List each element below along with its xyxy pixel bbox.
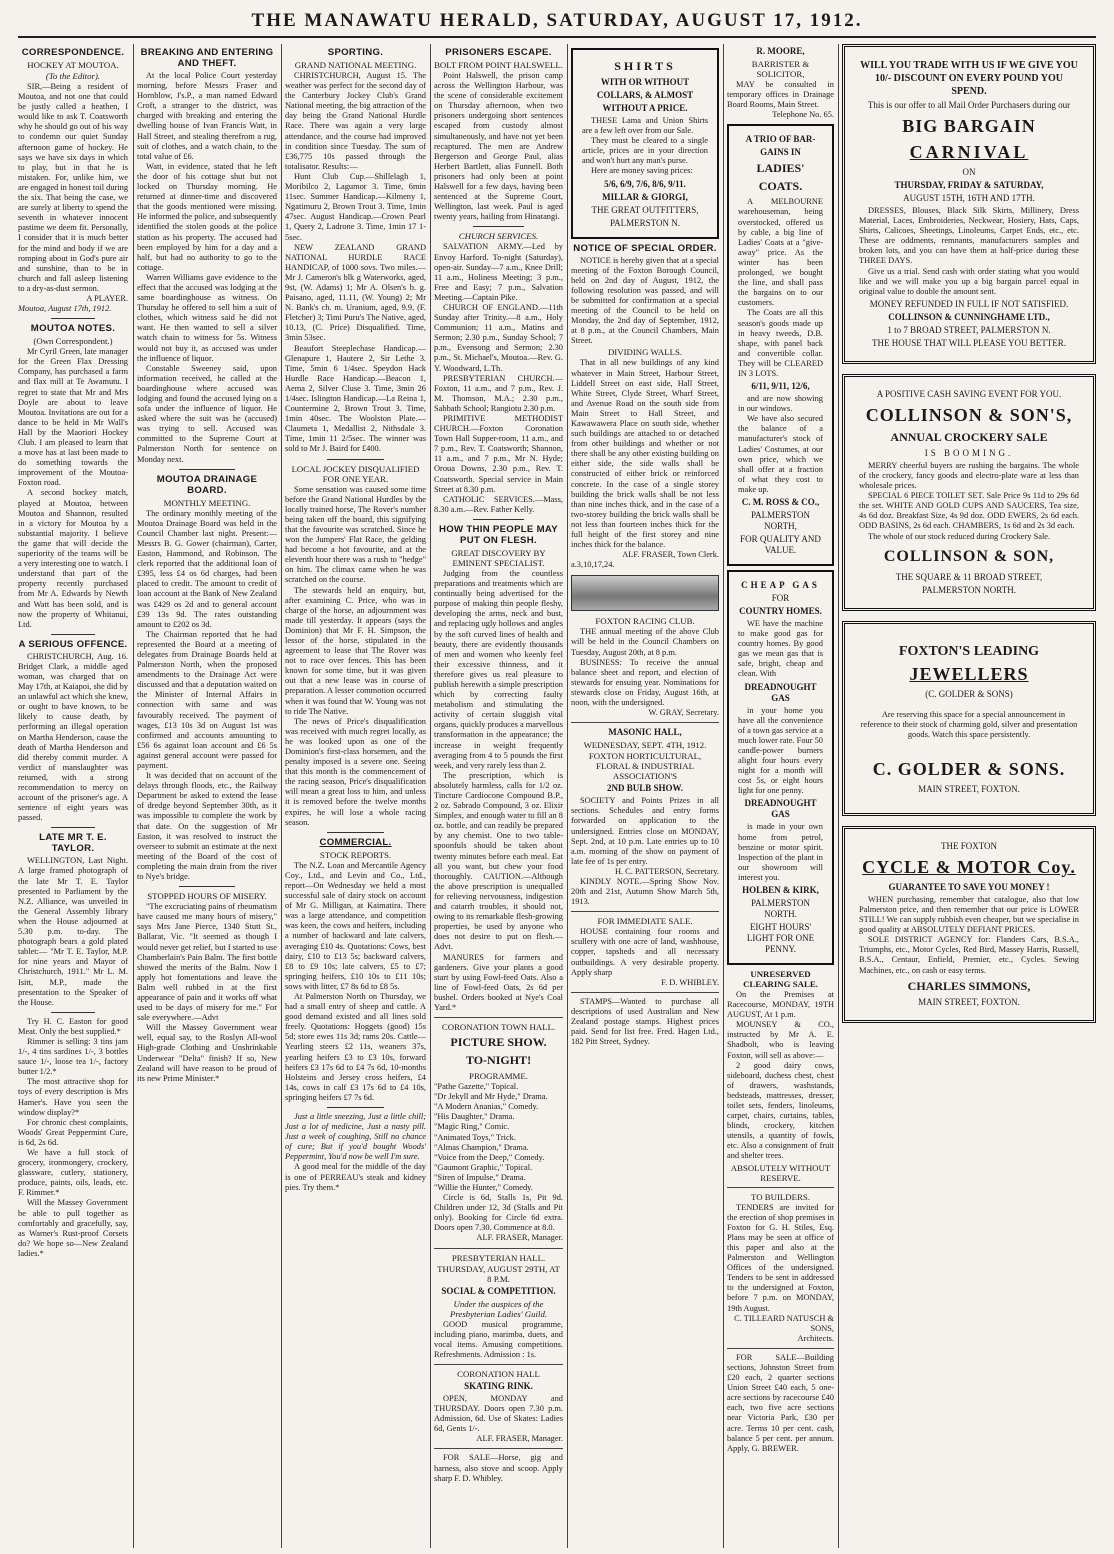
ad-heading: Under the auspices of the Presbyterian Ladies' Guild.: [449, 1298, 548, 1319]
carnival-advert: [842, 44, 1096, 364]
firm-name: COLLINSON & SON,: [883, 547, 1055, 565]
signature: ALF. FRASER, Manager.: [476, 1434, 563, 1444]
firm-town: PALMERSTON N.: [609, 217, 681, 228]
ad-heading: COLLARS, & ALMOST: [596, 90, 694, 100]
subheading: LOCAL JOCKEY DISQUALIFIED FOR ONE YEAR.: [291, 463, 420, 484]
cycle-advert: [842, 826, 1096, 1023]
article-paragraph: WELLINGTON, Last Night. A large framed photograph of the late Mr T. E. Taylor presented to Parliament by the N.Z. Alliance, was unveiled in the General Assembly library when the House adjourned at 5.30 p.m. to-day. The photograph bears a gold plated tablet:— "Mr T. E. Taylor, M.P. for nine years and Mayor of Christchurch, 1911." Mr L. M. Isitt, M.P., made the presentation to the Speaker of the House.: [18, 856, 128, 1007]
subheading: (Own Correspondent.): [33, 336, 113, 347]
column-rule: [430, 44, 431, 1548]
heading: CORRESPONDENCE.: [21, 47, 125, 58]
programme-item: "Pathe Gazette," Topical.: [434, 1082, 519, 1092]
ad-paragraph: DRESSES, Blouses, Black Silk Skirts, Millinery, Dress Material, Laces, Embroideries, Neckwear, Hosiery, Hats, Caps, Shirts, Calicoes, Sheetings, Linoleums, Carpet Ends, etc., etc. These are oddments, remnants, manufacturers samples and broken lots, and you can have them at half-price during these THREE DAYS.: [859, 206, 1079, 266]
advert-paragraph: Rimmer is selling: 3 tins jam 1/-, 4 tins sardines 1/-, 3 bottles sauce 1/-, loose tea 1/-, factory butter 1/2.*: [18, 1036, 128, 1077]
ad-paragraph: in your home you have all the convenience of a town gas service at a much lower rate. Four 50 candle-power burners alight four hours every night for a month will cost 5s, or eight hours light for one penny.: [738, 705, 823, 796]
ad-paragraph: MERRY cheerful buyers are rushing the bargains. The whole of the crockery, fancy goods and electro-plate ware at less than wholesale prices.: [859, 460, 1079, 491]
firm-tagline: THE HOUSE THAT WILL PLEASE YOU BETTER.: [871, 337, 1067, 348]
ad-heading: (C. GOLDER & SONS): [925, 688, 1013, 699]
ad-paragraph: SOCIETY and Points Prizes in all sections. Schedules and entry forms forwarded on application to the undersigned. Entries close on MONDAY, Sept. 2nd, at 10 p.m. Late entries up to 10 a.m. morning of the show on payment of late fee of 1s per entry.: [571, 796, 719, 866]
ad-paragraph: WHEN purchasing, remember that catalogue, also that low Palmerston price, and then remember that our price is LOWER STILL! We can supply rubbish even cheaper, but we specialise in good quality at ABSOLUTELY DEFIANT PRICES.: [859, 894, 1079, 935]
heading: LATE MR T. E. TAYLOR.: [39, 832, 107, 855]
ad-paragraph: MAY be consulted in temporary offices in Drainage Board Rooms, Main Street.: [727, 80, 834, 110]
signature: ALF. FRASER, Town Clerk.: [622, 550, 719, 560]
firm-town: PALMERSTON NORTH.: [750, 897, 811, 919]
article-paragraph: Judging from the countless preparations and treatments which are continually being advertised for the purpose of making thin people fleshy, developing the arms, neck and bust, and replacing ugly hollows and angles by the soft curved lines of health and beauty, there are evidently thousands of men and women who keenly feel their excessive thinness, and it therefore gives us real pleasure to publish herewith a simple prescription which by correcting faulty metabolism and stimulating the activity of certain sluggish vital organs, quickly produces a marvellous transformation in the appearance; the increase in weight frequently averaging from 4 to 5 pounds the first week, and very rarely less than 2.: [434, 568, 563, 770]
masthead: THE MANAWATU HERALD, SATURDAY, AUGUST 17, 1912.: [251, 10, 863, 31]
church-service: CATHOLIC SERVICES.—Mass, 8.30 a.m.—Rev. Father Kelly.: [434, 494, 563, 514]
ad-paragraph: The whole of our stock reduced during Crockery Sale.: [868, 531, 1051, 541]
signature: ALF. FRASER, Manager.: [476, 1233, 563, 1243]
column-rule: [133, 44, 134, 1548]
article-paragraph: The prescription, which is absolutely harmless, calls for 1/2 oz. Tincture Cardiocone Compound B.P., 2 oz. Sabrado Compound, 3 oz. Elixir Simplex, and enough water to fill an 8 oz. bottle, and can readily be prepared by any chemist. One to two table-spoonfuls should be taken about twenty minutes before each meal. Eat all you want, but chew your food thoroughly. CAUTION.—Although the above prescription is unequalled for relieving nervousness, indigestion and catarrh troubles, it should not, owing to its remarkable flesh-growing properties, be used by anyone who does not desire to put on flesh.—Advt.: [434, 770, 563, 952]
ad-paragraph: They must be cleared to a single article, prices are in your direction and won't hurt any man's purse.: [582, 136, 708, 166]
firm-name: C. GOLDER & SONS.: [872, 758, 1066, 779]
column-1: [18, 44, 128, 1548]
article-paragraph: At the local Police Court yesterday morning, before Messrs Fraser and Hornblow, J's.P., a man named Edward Croft, a stranger to the district, was charged with breaking and entering the dwelling house of Ivan Francis Watt, in Hall Street, and stealing therefrom a rug, suit of clothes, and a watch chain, to the total value of £6.: [137, 71, 277, 161]
divider: [727, 1187, 834, 1188]
programme-item: "Voice from the Deep," Comedy.: [434, 1152, 545, 1162]
ad-heading: COUNTRY HOMES.: [739, 606, 822, 616]
ad-paragraph: We have also secured the balance of a manufacturer's stock of Ladies' Costumes, at our own price, which we shall offer at a fraction of what they cost to make up.: [738, 414, 823, 494]
ad-heading: FOR: [771, 593, 790, 603]
advert-paragraph: We have a full stock of grocery, ironmongery, crockery, glassware, cutlery, stationery, produce, paints, oils, leads, etc. F. Rimmer.*: [18, 1148, 128, 1198]
article-paragraph: It was decided that on account of the delays through floods, etc., the Railway Department be asked to extend the lease of dredge beyond September 30th, as it was impossible to complete the work by that date. On the suggestion of Mr Easton, it was resolved to instruct the overseer to submit an estimate at the next meeting of the Board of the cost of completing the main drain from the river to Nye's bridge.: [137, 771, 277, 882]
ad-heading: DREADNOUGHT GAS: [744, 681, 817, 703]
ad-paragraph: Circle is 6d, Stalls 1s, Pit 9d. Children under 12, 3d (Stalls and Pit only). Booking for Circle 6d extra. Doors open 7.30. Commence at 8.0.: [434, 1193, 563, 1233]
article-paragraph: Constable Sweeney said, upon information received, he called at the boardinghouse where accused was lodging and found the accused lying on a sofa under the influence of liquor. He asked where the suit was he (accused) was trying to sell. Accused was committed to the Supreme Court at Palmerston North for sentence on Monday next.: [137, 363, 277, 464]
firm-tagline: EIGHT HOURS' LIGHT FOR ONE PENNY.: [746, 921, 815, 954]
coats-advert: [727, 124, 834, 566]
ad-heading: CARNIVAL: [909, 142, 1029, 162]
heading: HOW THIN PEOPLE MAY PUT ON FLESH.: [439, 523, 558, 546]
ad-paragraph: STAMPS—Wanted to purchase all descriptions of used Australian and New Zealand postage stamps. Highest prices paid. Send for list free. Fred. Hagen Ltd., 182 Pitt Street, Sydney.: [571, 996, 719, 1047]
ad-heading: SOCIAL & COMPETITION.: [441, 1285, 556, 1296]
programme-item: "Animated Toys," Trick.: [434, 1132, 516, 1142]
ad-heading: WITH OR WITHOUT: [600, 77, 690, 87]
subheading: MONTHLY MEETING.: [163, 497, 251, 508]
ad-paragraph: TENDERS are invited for the erection of shop premises in Foxton for G. H. Stiles, Esq. Plans may be seen at office of this paper and also at the Palmerston and Wellington Offices of the undersigned. Tenders to be sent in addressed to the undersigned at Foxton, before 7 p.m. on MONDAY, 19th August.: [727, 1202, 834, 1313]
heading: A SERIOUS OFFENCE.: [18, 638, 128, 650]
subheading: CHURCH SERVICES.: [458, 231, 539, 242]
ad-paragraph: The Coats are all this season's goods made up in heavy tweeds, D.B. shape, with panel back and convertible collar. They will be CLEARED IN 3 LOTS.: [738, 308, 823, 378]
column-6: [727, 44, 834, 1548]
ad-heading: THE FOXTON: [940, 840, 998, 851]
divider: [179, 886, 235, 887]
column-5: [571, 44, 719, 1548]
article-paragraph: The stewards held an enquiry, but, after examining C. Price, who was in charge of the horse, an adjournment was made till yesterday. It appears (says the Dominion) that Mr F. H. Simpson, the lessor of the horse, stipulated in the agreement to lease that The Rover was not to race over fences. This has been known for some time, but it was given out that a new lease was in course of preparation. A lesser commotion occurred when it was found that W. Young was not to ride The Native.: [285, 585, 426, 716]
article-paragraph: Point Halswell, the prison camp across the Wellington Harbour, was the scene of considerable excitement on Thursday afternoon, when two prisoners undergoing short sentences escaped from custody almost simultaneously, and have not yet been recaptured. The men are Andrew Bergerson and George Paul, alias Herbert Bartlett, alias Funnell. Both prisoners had only been at point Halswell for a few days, having been sentenced at the Supreme Court, Wellington, last week. Paul is aged twenty years, hailing from Hinatangi.: [434, 71, 563, 222]
divider: [179, 469, 235, 470]
ad-heading: MONEY REFUNDED IN FULL IF NOT SATISFIED.: [869, 298, 1069, 309]
church-service: PRIMITIVE METHODIST CHURCH.—Foxton Coronation Town Hall Supper-room, 11 a.m., and 7 p.m., Rev. T. Coatsworth; Shannon, 11 a.m., and 7 p.m., Mr N. Hyde; Oroua Downs, 2.30 p.m., Rev. T. Coatsworth. Special service in Main Street at 8.30 p.m.: [434, 414, 563, 494]
ad-paragraph: THE annual meeting of the above Club will be held in the Council Chambers on Tuesday, August 20th, at 8 p.m.: [571, 627, 719, 657]
crockery-advert: [842, 374, 1096, 611]
ad-heading: CORONATION TOWN HALL.: [441, 1022, 556, 1033]
byline: (To the Editor).: [45, 71, 101, 81]
ad-heading: TO-NIGHT!: [465, 1053, 532, 1068]
firm-address: THE SQUARE & 11 BROAD STREET,: [895, 571, 1043, 582]
ad-paragraph: WE have the machine to make good gas for country homes. By good gas we mean gas that is safe, bright, cheap and clean. With: [738, 619, 823, 679]
price-list: 5/6, 6/9, 7/6, 8/6, 9/11.: [604, 178, 686, 189]
ad-heading: PRESBYTERIAN HALL.: [451, 1252, 546, 1263]
ad-heading: MASONIC HALL,: [608, 727, 682, 738]
ad-heading: ANNUAL CROCKERY SALE: [890, 429, 1048, 444]
divider: [327, 832, 383, 833]
advert-paragraph: Will the Massey Government be able to pull together as comfortably and gracefully, say, as Warner's Rust-proof Corsets do? We hope so—New Zealand ladies.*: [18, 1198, 128, 1258]
ad-heading: FOXTON HORTICULTURAL, FLORAL & INDUSTRIAL ASSOCIATION'S: [588, 751, 702, 782]
ad-heading: THURSDAY, AUGUST 29TH, AT 8 P.M.: [437, 1263, 560, 1284]
article-paragraph: CHRISTCHURCH, August 15. The weather was perfect for the second day of the Canterbury Jockey Club's Grand National meeting, the big attraction of the day being the Grand National Hurdle Race. There was again a very large attendance, and the course had improved in condition since Tuesday. The sum of £36,775 10s passed through the totalisator. Results:—: [285, 71, 426, 171]
advert-paragraph: MANURES for farmers and gardeners. Give your plants a good start by using Fowl-feed Oats. Also a line of Fowl-feed Oats, 2s 6d per bushel. Orders booked at Nye's Coal Yard.*: [434, 952, 563, 1012]
firm-name: CHARLES SIMMONS,: [907, 978, 1031, 993]
subheading: DIVIDING WALLS.: [607, 347, 683, 358]
ad-heading: A TRIO OF BAR-: [745, 134, 816, 145]
gas-advert: [727, 570, 834, 965]
column-rule: [723, 44, 724, 1548]
ad-heading: GAINS IN: [760, 147, 801, 158]
divider: [571, 911, 719, 912]
advert-paragraph: Try H. C. Easton for good Meat. Only the best supplied.*: [18, 1016, 128, 1036]
advert-verse: Just a little sneezing, Just a little chill; Just a lot of medicine, Just a nasty pill. Just a week of coughing, Still no chance of cure; But if you'd bought Woods' Peppermint, You'd now be well I'm sure.: [285, 1112, 426, 1162]
ad-heading: AUGUST 15TH, 16TH AND 17TH.: [903, 193, 1035, 203]
article-paragraph: Watt, in evidence, stated that he left the door of his cottage shut but not locked on Thursday morning. He returned at dinner-time and discovered that the goods mentioned were missing. He informed the police, and subsequently identified the stolen goods at the police station as his property. The accused had been employed by him for a day and a half, but had no authority to go to the cottage.: [137, 161, 277, 272]
ad-paragraph: is made in your own home from petrol, benzine or motor spirit. Inspection of the plant in our showroom will interest you.: [738, 822, 823, 882]
advert-paragraph: The most attractive shop for toys of every description is Mrs Hamer's. Have you seen the window display?*: [18, 1077, 128, 1117]
ad-heading: FOXTON RACING CLUB.: [595, 616, 695, 627]
ad-heading: COATS.: [758, 179, 803, 194]
divider: [434, 1448, 563, 1449]
advert-paragraph: A good meal for the middle of the day is one of PERREAU's steak and kidney pies. Try them.*: [285, 1162, 426, 1192]
ad-heading: BARRISTER & SOLICITOR,: [751, 59, 810, 79]
subheading: HOCKEY AT MOUTOA.: [27, 60, 119, 70]
ad-paragraph: MOUNSEY & CO., instructed by Mr A. E. Shadbolt, who is leaving Foxton, will sell as above:—: [727, 1020, 834, 1060]
divider: [327, 459, 383, 460]
notice-paragraph: That in all new buildings of any kind whatever in Main Street, Harbour Street, Liddell Street on east side, Hall Street, White Street, Clyde Street, Wharf Street, and Avenue Road on the south side from Main Street to Hall Street, and Kawawawera Place on south side, whether such buildings are attached to or detached from other buildings and whether or not there shall be any other existing building on either side, the side walls shall be constructed of either brick or reinforced concrete. In the case of a single storey building the brick walls shall be not less than nine inches thick, and in the case of a two-storey building the brick walls shall be not less than fourteen inches thick for the full height of the first storey and nine inches thick for the balance.: [571, 358, 719, 550]
divider: [434, 1248, 563, 1249]
ad-heading: COLLINSON & SON'S,: [865, 404, 1073, 425]
column-2: [137, 44, 277, 1548]
ad-heading: TO BUILDERS.: [751, 1191, 810, 1202]
ad-paragraph: Here are money saving prices:: [591, 166, 693, 176]
divider: [51, 318, 95, 319]
divider: [51, 1012, 95, 1013]
article-paragraph: Beaufort Steeplechase Handicap.—Glenapure 1, Hautere 2, Sir Lethe 3. Time, 5min 6 1/4sec. Speydon Hack Hurdle Race Handicap.—Beacon 1, Aema 2, Silver Cluse 3. Time, 3min 26 1/4sec. Islington Handicap.—La Reina 1, Countermine 2, Brown Trout 3. Time, 1min 40sec. The Woolston Plate.—Claumeta 1, Medallist 2, Nithsdale 3. Time, 1min 11 2/5sec. The winner was sold to Mr J. Baird for £400.: [285, 343, 426, 454]
subheading: BOLT FROM POINT HALSWELL.: [434, 60, 563, 70]
firm-name: MILLAR & GIORGI,: [602, 191, 688, 202]
heading: BREAKING AND ENTERING AND THEFT.: [140, 47, 274, 69]
article-paragraph: NEW ZEALAND GRAND NATIONAL HURDLE RACE HANDICAP, of 1000 sovs. Two miles.—Mr J. Cameron's blk g Waterworks, aged, 9st, (W. Adams) 1; Mr A. Olsen's b. g. Paisano, aged, 11.11, (W. Young) 2; Mr N. Bank's ch. m. Uranium, aged, 9.9, (F. Fletcher) 3; Timi Puru's The Native, aged, 10.13, (C. Price) Disqualified. Time, 3min 53sec.: [285, 242, 426, 343]
signature: W. GRAY, Secretary.: [648, 708, 719, 718]
ad-heading: This is our offer to all Mail Order Purchasers during our: [867, 100, 1071, 110]
notice-paragraph: NOTICE is hereby given that at a special meeting of the Foxton Borough Council, held on 2nd day of August, 1912, the following resolution was passed, and will be submitted for confirmation at a special meeting of the Council to be held on Monday, the 2nd day of September, 1912, at 8 p.m., at the Council Chambers, Main Street.: [571, 255, 719, 346]
article-paragraph: At Palmerston North on Thursday, we had a small entry of sheep and cattle. A good demand existed and all lines sold freely. Quotations: Hoggets (good) 15s 5d; store ewes 11s 3d; rams 20s. Cattle—Yearling steers £2 11s, weaners 37s, yearling heifers £3 to £3 10s, forward heifers £3 17s 6d to £4 7s 6d, 10-months Holsteins and Jersey cross heifers, £4 14s, cows in calf £3 17s 6d to £4 10s, springing heifers £7 7s 6d.: [285, 991, 426, 1102]
heading: PRISONERS ESCAPE.: [445, 47, 552, 58]
ad-heading: ABSOLUTELY WITHOUT RESERVE.: [730, 1162, 831, 1183]
ad-paragraph: On the Premises at Racecourse, MONDAY, 19TH AUGUST, At 1 p.m.: [727, 989, 834, 1020]
ad-heading: THURSDAY, FRIDAY & SATURDAY,: [894, 180, 1044, 190]
ad-paragraph: FOR SALE—Horse, gig and harness, also stove and scoop. Apply sharp F. D. Whibley.: [434, 1453, 563, 1483]
heading: COMMERCIAL.: [319, 836, 392, 848]
firm-address: MAIN STREET, FOXTON.: [918, 996, 1020, 1007]
divider: [51, 634, 95, 635]
ad-heading: A POSITIVE CASH SAVING EVENT FOR YOU.: [876, 388, 1062, 399]
ad-heading: DREADNOUGHT GAS: [744, 798, 817, 820]
article-paragraph: CHRISTCHURCH, Aug. 16. Bridget Clark, a middle aged woman, was charged that on May 17th, at Kaiapoi, she did by an unlawful act which she knew, or ought to have known, to be likely to cause death, by performing an illegal operation on Martha Henderson, cause the death of Martha Henderson and did thereby commit murder. A verdict of manslaughter was returned, with a strong recommendation to mercy on account of the prisoner's age. A sentence of eight years was passed.: [18, 651, 128, 823]
divider: [434, 1017, 563, 1018]
article-paragraph: Warren Williams gave evidence to the effect that the accused was lodging at the same boardinghouse as witness. On Thursday he offered to sell him a suit of clothes, which witness said he did not want. He then wanted to sell a silver watch chain to witness for 5s. Witness would not buy it, as accused was under the influence of liquor.: [137, 272, 277, 363]
ad-paragraph: 2 good dairy cows, sideboard, duchess chest, chest of drawers, washstands, bedsteads, mattresses, dresser, toilet sets, fenders, linoleums, carpet, chairs, curtains, tables, blinds, crockery, kitchen utensils, a quantity of fowls, etc. Also a consignment of fruit and shelter trees.: [727, 1060, 834, 1161]
divider: [51, 827, 95, 828]
column-7: [842, 44, 1096, 1548]
subheading: STOPPED HOURS OF MISERY.: [147, 891, 267, 902]
ad-heading: SHIRTS: [614, 59, 676, 73]
ad-paragraph: GOOD musical programme, including piano, marimba, duets, and vocal items. Amusing competitions. Refreshments. Admission : 1s.: [434, 1319, 563, 1359]
ad-heading: CYCLE & MOTOR Coy.: [862, 856, 1076, 877]
programme-item: "Almas Champion," Drama.: [434, 1142, 529, 1152]
signature: Architects.: [797, 1333, 834, 1343]
church-service: PRESBYTERIAN CHURCH.—Foxton, 11 a.m., and 7 p.m., Rev. J. M. Thomson, M.A.; 2.30 p.m., Sabbath School; Rangiotu 2.30 p.m.: [434, 373, 563, 413]
divider: [327, 1107, 383, 1108]
ad-heading: 2ND BULB SHOW.: [607, 783, 683, 794]
article-paragraph: The news of Price's disqualification was received with much regret locally, as he was looked upon as one of the Dominion's first-class horsemen, and the penalty imposed is a severe one. Seeing that this month is the commencement of the racing season, Price's disqualification will mean a great loss to him, and unless it is removed before the twelve months expires, he will lose a whole racing season.: [285, 716, 426, 827]
ad-heading: SKATING RINK.: [464, 1380, 533, 1391]
ad-heading: BIG BARGAIN: [902, 116, 1036, 136]
price-list: 6/11, 9/11, 12/6,: [751, 381, 810, 392]
ad-paragraph: A MELBOURNE warehouseman, being overstocked, offered us by cable, a big line of Ladies' Coats at a "give-away" price. As the winter has been prolonged, we bought the line, and shall pass the bargains on to our customers.: [738, 197, 823, 308]
programme-item: "Siren of Impulse," Drama.: [434, 1172, 526, 1182]
ad-heading: PICTURE SHOW.: [450, 1035, 547, 1050]
letter-body: SIR,—Being a resident of Moutoa, and not one that could be justly called a heathen, I would like to ask T. Coatsworth why he should go out of his way to condemn our quiet Sunday afternoon game of hockey. He says we have six days in which to play, but in that he is mistaken. For, unlike him, we are engaged in honest toil during the six. That being the case, we are surely at liberty to spend the seventh in whatever innocent pastime we deem fit. Personally, I consider that it is much better for the mind and body if we are romping about in God's pure air and sunshine, than to be in church and fall asleep listening to a dry-as-dust sermon.: [18, 82, 128, 293]
ad-heading: FOR IMMEDIATE SALE.: [597, 916, 693, 927]
firm-tagline: THE GREAT OUTFITTERS,: [591, 204, 699, 215]
column-rule: [567, 44, 568, 1548]
heading: MOUTOA NOTES.: [30, 323, 116, 335]
column-rule: [281, 44, 282, 1548]
column-3: [285, 44, 426, 1548]
divider: [473, 226, 525, 227]
divider: [727, 1348, 834, 1349]
ad-heading: JEWELLERS: [909, 663, 1029, 684]
firm-name: C. M. ROSS & CO.,: [741, 497, 820, 507]
ad-heading: LADIES': [756, 161, 805, 176]
column-4: [434, 44, 563, 1548]
programme-item: "Magic Ring," Comic.: [434, 1122, 510, 1132]
shirts-advert: [571, 48, 719, 239]
signature: C. TILLEARD NATUSCH & SONS,: [734, 1313, 834, 1333]
ad-heading: ON: [962, 167, 976, 177]
programme-item: "A Modern Ananias," Comedy.: [434, 1102, 539, 1112]
signature: F. D. WHIBLEY.: [661, 977, 719, 987]
notice-reference: a.3,10,17,24.: [571, 560, 615, 570]
ad-paragraph: FOR SALE—Building sections, Johnston Street from £20 each, 2 quarter sections Union Street £40 each, 5 one-acre sections by racecourse £40 each, two five acre sections near Victoria Park, £30 per acre. Terms 10 per cent. cash, balance 5 per cent. per annum. Apply, G. BREWER.: [727, 1352, 834, 1453]
ad-paragraph: SOLE DISTRICT AGENCY for: Flanders Cars, B.S.A., Triumphs, etc., Motor Cycles, Red Bird, Massey Harris, Russell, B.S.A., Centaur, Enfield, Premier, etc., Cycles. Sewing Machines, etc., on cash or easy terms.: [859, 935, 1079, 975]
church-service: CHURCH OF ENGLAND.—11th Sunday after Trinity.—8 a.m., Holy Communion; 11 a.m., Matins and Sermon; 2.30 p.m., Sunday School; 7 p.m., Evensong and Sermon; 2.30 p.m., St. Michael's, Moutoa.—Rev. G. Y. Woodward, L.Th.: [434, 302, 563, 373]
heading: MOUTOA DRAINAGE BOARD.: [156, 473, 258, 496]
article-paragraph: Some sensation was caused some time before the Grand National Hurdles by the locally trained horse, The Rover's number being taken off the board, this signifying that the favourite was scratched. Since he won the Jumpers' Flat Race, the gelding had become a hot favourite, and at the eleventh hour there was a rush to "hedge" on him. The climax came when he was scratched on the course.: [285, 484, 426, 585]
programme-item: "His Daughter," Drama.: [434, 1112, 515, 1122]
ad-heading: CORONATION HALL: [457, 1368, 540, 1379]
ad-heading: R. MOORE,: [756, 46, 805, 56]
divider: [571, 722, 719, 723]
ad-paragraph: THESE Lama and Union Shirts are a few left over from our Sale.: [582, 116, 708, 136]
article-paragraph: Mr Cyril Green, late manager for the Green Flax Dressing Company, has purchased a farm and flax mill at Te Awamutu. I regret to state that Mr and Mrs Doyle are about to leave Moutoa. Invitations are out for a dance to be held in Mr Wall's Hall by the Maoriori Hockey Club. I am pleased to learn that a move has at last been made to do something towards the improvement of the Moutoa-Foxton road.: [18, 347, 128, 488]
ad-heading: CHEAP GAS: [741, 580, 820, 590]
racing-engraving: [571, 575, 719, 611]
firm-town: PALMERSTON NORTH,: [750, 510, 811, 531]
advert-paragraph: "The excruciating pains of rheumatism have caused me many hours of misery," says Mrs Jane Pierce, 1340 Stutt St., Ballarat, Vic. "It seemed as though I would never get relief, but I started to use Chamberlain's Pain Balm. The first bottle showed the merits of the Balm. Now I apply hot fomentations and leave the Balm well rubbed in at the first appearance of pain and it works off what used to be days of misery for me." For sale everywhere.—Advt: [137, 902, 277, 1023]
programme-item: "Willie the Hunter," Comedy.: [434, 1183, 533, 1192]
ad-paragraph: KINDLY NOTE.—Spring Show Nov. 20th and 21st, Autumn Show March 5th, 1913.: [571, 876, 719, 907]
ad-paragraph: Give us a trial. Send cash with order stating what you would like and we will make you up a big bargain parcel equal in original value to double the amount sent.: [859, 266, 1079, 296]
advert-paragraph: For chronic chest complaints, Woods' Great Peppermint Cure, is 6d, 2s 6d.: [18, 1117, 128, 1147]
article-paragraph: A second hockey match, played at Moutoa, between Moutoa and Shannon, resulted in a victory for Moutoa by a substantial majority. I believe the game that will decide the superiority of the teams will be a very interesting one to watch. I understand that part of the property recently purchased from Mr A. Edwards by Newth and Watt has been sold, and is now the property of Whitanui, Ltd.: [18, 488, 128, 629]
firm-address: MAIN STREET, FOXTON.: [918, 783, 1020, 794]
article-paragraph: Hunt Club Cup.—Shillelagh 1, Moribilco 2, Lagumor 3. Time, 6min 11sec. Summer Handicap.—Kilmeny 1, Ngatimuru 2, Brown Trout 3. Time, 1min 47sec. August Handicap.—Crown Pearl 1, Query 2, Ladrone 3. Time, 1min 17 1-5sec.: [285, 171, 426, 242]
programme-item: "Dr Jekyll and Mr Hyde," Drama.: [434, 1092, 548, 1102]
ad-heading: IS BOOMING.: [924, 447, 1014, 458]
article-paragraph: The N.Z. Loan and Mercantile Agency Coy., Ltd., and Levin and Co., Ltd., report—On Wednesday we held a most successful sale of dairy stock on account of Mr G. Milligan, at Kaimatira. There was a large attendance, and competition was keen, the cows and heifers, including a number of backward and late calvers, averaging £10 4s. Quotations: Cows, best dairy, £10 to £13 5s; backward calvers, £8 to £9 10s; late calvers, £5 to £7; springing heifers, £10 10s to £11 10s; sows with litter, £7 8s 6d to £8 5s.: [285, 860, 426, 991]
ad-heading: WITHOUT A PRICE.: [602, 103, 688, 113]
ad-paragraph: SPECIAL 6 PIECE TOILET SET. Sale Price 9s 11d to 29s 6d the set. WHITE AND GOLD CUPS AND SAUCERS, Tea size, 4s 6d doz. Breakfast Size, 4s 9d doz. ODD EWERS, 2s 6d each. ODD BASINS, 2s 6d each. CHAMBERS, 1s 6d and 2s 3d each.: [859, 491, 1079, 531]
signature: A PLAYER.: [86, 293, 128, 303]
firm-name: HOLBEN & KIRK,: [742, 884, 819, 895]
ad-heading: WEDNESDAY, SEPT. 4TH, 1912.: [583, 740, 707, 751]
ad-heading: FOXTON'S LEADING: [898, 643, 1040, 659]
subheading: STOCK REPORTS.: [319, 849, 392, 860]
programme-label: PROGRAMME.: [469, 1071, 528, 1082]
subheading: GREAT DISCOVERY BY EMINENT SPECIALIST.: [451, 547, 546, 568]
firm-address: 1 to 7 BROAD STREET, PALMERSTON N.: [887, 324, 1051, 335]
ad-heading: WILL YOU TRADE WITH US IF WE GIVE YOU 10/- DISCOUNT ON EVERY POUND YOU SPEND.: [860, 60, 1078, 97]
article-paragraph: The Chairman reported that he had represented the Board at a meeting of delegates from Drainage Boards held at Palmerston North, when the proposed amendments to the Drainage Act were discussed and that a deputation waited on the Minister of Internal Affairs in connection with same and was favourably received. The payment of wages, £13 10s 3d on August 1st was confirmed and accounts amounting to £56 6s against loan account and £6 5s against general account were passed for payment.: [137, 629, 277, 770]
ad-paragraph: and are now showing in our windows.: [738, 394, 823, 414]
firm-name: COLLINSON & CUNNINGHAME LTD.,: [888, 311, 1050, 322]
divider: [473, 519, 525, 520]
column-rule: [838, 44, 839, 1548]
ad-paragraph: OPEN, MONDAY and THURSDAY. Doors open 7.30 p.m. Admission, 6d. Use of Skates: Ladies 6d, Gents 1/-.: [434, 1393, 563, 1434]
ad-paragraph: Are reserving this space for a special announcement in reference to their stock of charming gold, silver and presentation goods. Watch this space persistently.: [860, 709, 1078, 739]
masthead-rule: [18, 36, 1096, 38]
advert-paragraph: Will the Massey Government wear well, equal say, to the Roslyn All-wool High-grade Clothing and Unshrinkable Underwear "Delta" finish? If so, New Zealand will have reason to be proud of its new Prime Minister.*: [137, 1023, 277, 1083]
dateline: Moutoa, August 17th, 1912.: [18, 304, 112, 314]
ad-heading: UNRESERVED CLEARING SALE.: [743, 968, 818, 989]
heading: NOTICE OF SPECIAL ORDER.: [573, 242, 717, 254]
signature: H. C. PATTERSON, Secretary.: [614, 866, 719, 876]
divider: [571, 992, 719, 993]
article-paragraph: The ordinary monthly meeting of the Moutoa Drainage Board was held in the Council Chamber last night. Present:—Messrs B. G. Gower (chairman), Carter, Easton, Hammond, and Robinson. The clerk reported that the additional loan of £395, less £4 os 6d charges, had been placed to credit. The amount to credit of loan account at the Bank of New Zealand was £429 os 2d and to general account £39 13s 9d. The rates outstanding amount to £202 os 3d.: [137, 508, 277, 629]
programme-item: "Gaumont Graphic," Topical.: [434, 1162, 533, 1172]
heading: SPORTING.: [327, 47, 384, 58]
ad-paragraph: HOUSE containing four rooms and scullery with one acre of land, washhouse, copper, tapsheds and all necessary outbuildings. A very desirable property. Apply sharp: [571, 927, 719, 977]
firm-tagline: FOR QUALITY AND VALUE.: [740, 534, 821, 555]
church-service: SALVATION ARMY.—Led by Envoy Harford. To-night (Saturday), open-air. Sunday—7 a.m., Knee Drill; 11 a.m., Holiness Meeting; 3 p.m., Free and Easy; 7 p.m., Salvation Meeting.—Captain Pike.: [434, 242, 563, 302]
firm-town: PALMERSTON NORTH.: [922, 584, 1016, 595]
ad-paragraph: BUSINESS: To receive the annual balance sheet and report, and election of stewards for ensuing year. Nominations for stewards close on Friday, August 16th, at noon, with the undersigned.: [571, 657, 719, 708]
ad-heading: GUARANTEE TO SAVE YOU MONEY !: [888, 881, 1050, 892]
subheading: GRAND NATIONAL MEETING.: [294, 60, 417, 70]
programme-list: [434, 1082, 563, 1193]
divider: [434, 1364, 563, 1365]
jewellers-advert: [842, 621, 1096, 816]
telephone: Telephone No. 65.: [772, 110, 834, 120]
